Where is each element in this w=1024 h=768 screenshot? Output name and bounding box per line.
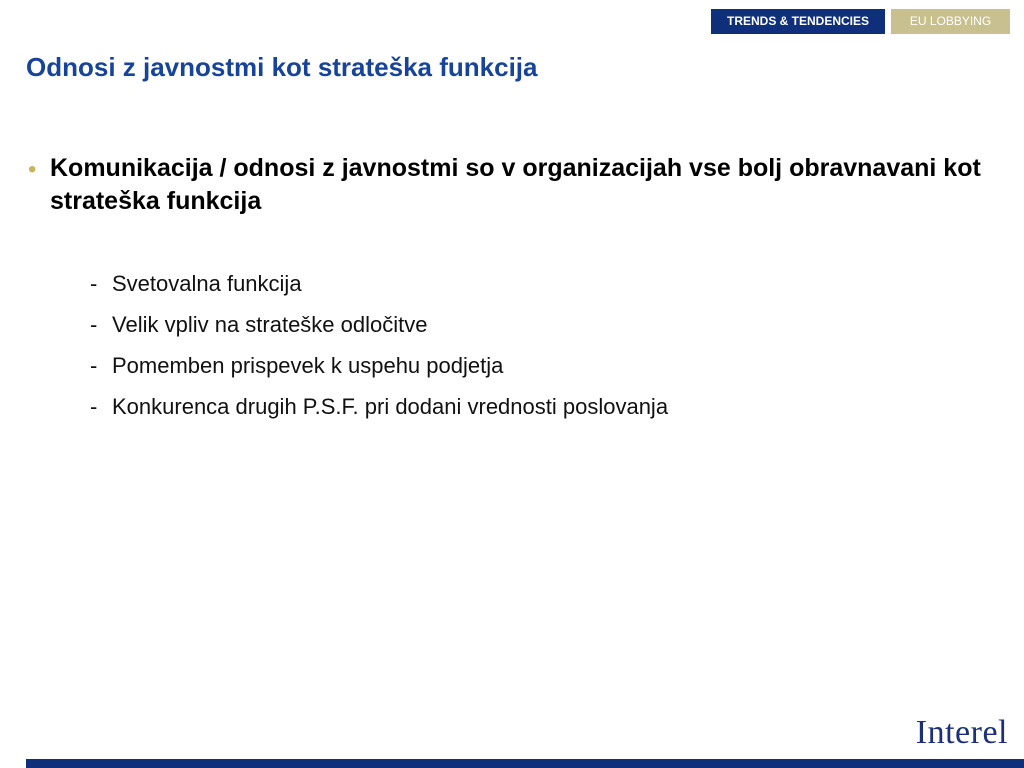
sub-bullet-item <box>90 348 668 389</box>
sub-bullet-item <box>90 389 668 430</box>
sub-bullet-text: Velik vpliv na strateške odločitve <box>112 312 428 337</box>
dash-icon: - <box>90 394 98 419</box>
footer-bar <box>26 759 1024 768</box>
interel-logo: Interel <box>915 714 1008 751</box>
sub-bullet-text: Pomemben prispevek k uspehu podjetja <box>112 353 504 378</box>
dash-icon: - <box>90 353 98 378</box>
dash-icon: - <box>90 312 98 337</box>
section-tabs <box>711 9 1010 34</box>
dash-icon: - <box>90 271 98 296</box>
main-bullet-text: Komunikacija / odnosi z javnostmi so v organizacijah vse bolj obravnavani kot strateška funkcija <box>50 154 981 215</box>
sub-bullet-item <box>90 307 668 348</box>
tab-trends-tendencies[interactable]: TRENDS & TENDENCIES <box>711 9 885 34</box>
sub-bullet-text: Konkurenca drugih P.S.F. pri dodani vrednosti poslovanja <box>112 394 669 419</box>
sub-bullet-text: Svetovalna funkcija <box>112 271 302 296</box>
bullet-dot-icon: • <box>28 156 37 183</box>
sub-bullet-item <box>90 266 668 307</box>
main-bullet <box>24 152 984 218</box>
page-title: Odnosi z javnostmi kot strateška funkcija <box>26 52 538 82</box>
tab-eu-lobbying[interactable]: EU LOBBYING <box>891 9 1010 34</box>
sub-bullet-list <box>90 266 668 430</box>
